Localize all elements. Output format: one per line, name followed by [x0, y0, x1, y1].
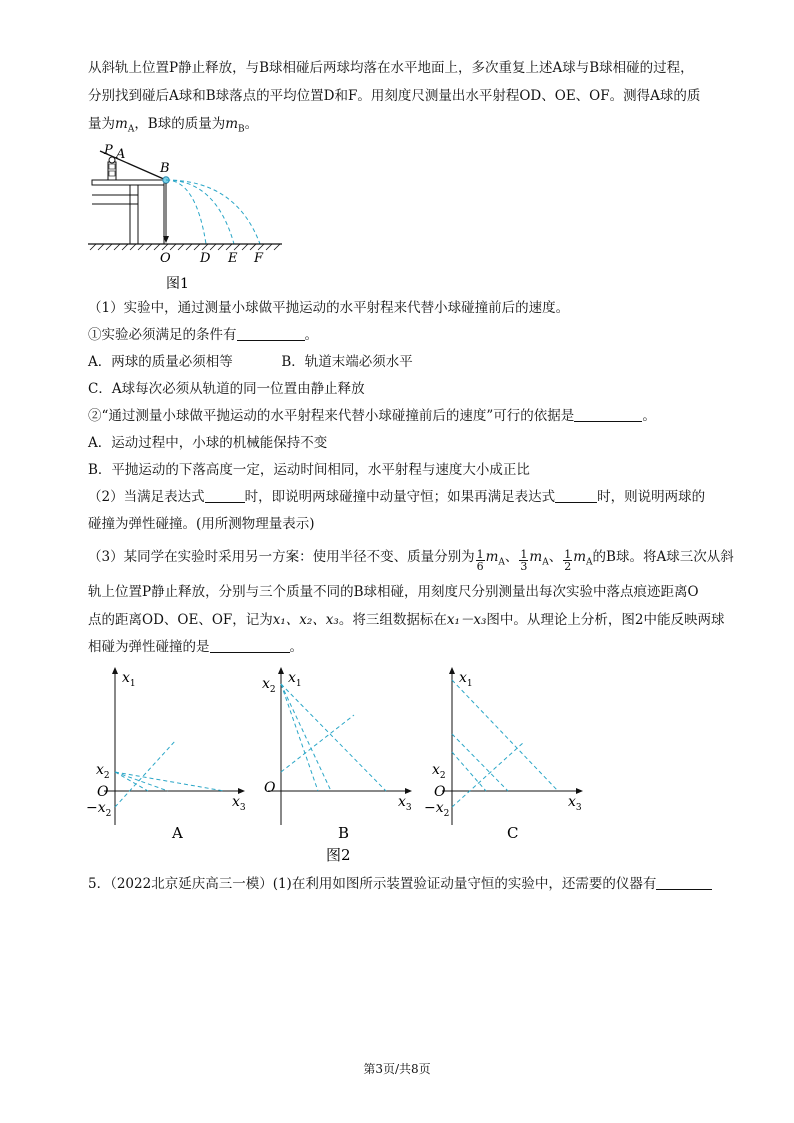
q5-blank[interactable]: [656, 875, 712, 890]
graph-b-line: [281, 715, 354, 772]
trajectory-f: [166, 180, 260, 244]
graph-c-line: [452, 680, 558, 791]
q1-sub2-option-a: A．运动过程中，小球的机械能保持不变: [88, 435, 328, 451]
q1-sub2-blank[interactable]: [574, 407, 642, 422]
intro-line-1: 从斜轨上位置P静止释放，与B球相碰后两球均落在水平地面上，多次重复上述A球与B球相碰的过程，: [88, 60, 694, 76]
tick-neg-x2-label: $-x_2$: [86, 800, 112, 819]
q1-option-c: C．A球每次必须从轨道的同一位置由静止释放: [88, 381, 365, 397]
q1-option-b: B．轨道末端必须水平: [281, 354, 413, 370]
axis-x3-label: $x_3$: [568, 794, 582, 813]
origin-label: O: [97, 784, 109, 800]
q3-line-2: 轨上位置P静止释放，分别与三个质量不同的B球相碰，用刻度尺分别测量出每次实验中落点痕迹距离O: [88, 584, 699, 600]
graph-b-line: [281, 684, 331, 791]
page-footer: 第3页/共8页: [363, 1062, 431, 1076]
q2-line-2: 碰撞为弹性碰撞。(用所测物理量表示): [88, 516, 315, 532]
label-p: P: [104, 143, 113, 158]
q2-blank-2[interactable]: [555, 488, 597, 503]
origin-label: O: [434, 784, 446, 800]
figure-2-graphs: [86, 660, 596, 865]
fraction-1-6: $\frac{1}{6}$: [476, 548, 484, 573]
fraction-1-2: $\frac{1}{2}$: [564, 548, 572, 573]
graph-c-line: [452, 734, 508, 791]
q5-stem: 5．（2022北京延庆高三一模）(1)在利用如图所示装置验证动量守恒的实验中，还需要的仪器有: [88, 874, 708, 894]
graph-a-line: [115, 772, 168, 791]
label-e: E: [228, 251, 238, 266]
q1-sub2: ②“通过测量小球做平抛运动的水平射程来代替小球碰撞前后的速度”可行的依据是 。: [88, 408, 656, 424]
q1-sub1: ①实验必须满足的条件有 。: [88, 327, 318, 343]
graph-a-line: [115, 772, 224, 791]
graph-panel-c: [424, 668, 582, 842]
q3-line-1: （3）某同学在实验时采用另一方案：使用半径不变、质量分别为 $\frac{1}{6}$ $m_A$、 $\frac{1}{3}$ $m_A$、 $\frac{1}{2}$ $m_A$的B球。将A球三次从斜: [88, 548, 734, 573]
intro-line-3: 量为$m_A$，B球的质量为$m_B$。: [88, 116, 259, 135]
axis-x1-label: $x_1$: [122, 670, 136, 689]
tick-x2-label: $x_2$: [262, 676, 276, 695]
panel-c-label: C: [507, 824, 519, 842]
q1-sub2-option-b: B．平抛运动的下落高度一定，运动时间相同，水平射程与速度大小成正比: [88, 462, 530, 478]
ground-hatching: [90, 244, 280, 250]
intro-line-2: 分别找到碰后A球和B球落点的平均位置D和F。用刻度尺测量出水平射程OD、OE、OF。测得A球的质: [88, 88, 701, 104]
q3-blank[interactable]: [210, 638, 290, 653]
panel-a-label: A: [172, 824, 183, 842]
axis-x1-label: $x_1$: [288, 670, 302, 689]
label-o: O: [160, 251, 171, 266]
figure-2-caption: 图2: [326, 846, 351, 864]
axis-x1-label: $x_1$: [459, 670, 473, 689]
figure-1-apparatus: [86, 140, 286, 290]
q2-blank-1[interactable]: [205, 488, 245, 503]
origin-label: O: [264, 780, 276, 796]
graph-panel-a: [86, 668, 246, 842]
table-top: [92, 180, 164, 185]
label-a: A: [116, 147, 126, 162]
axis-x3-label: $x_3$: [232, 794, 246, 813]
axis-x3-label: $x_3$: [398, 794, 412, 813]
tick-x2-label: $x_2$: [432, 762, 446, 781]
q1-sub1-blank[interactable]: [237, 326, 305, 341]
label-b: B: [160, 161, 170, 176]
label-f: F: [254, 251, 264, 266]
q3-line-3: 点的距离OD、OE、OF，记为x₁、x₂、x₃。将三组数据标在x₁－x₃图中。从理论上分析，图2中能反映两球: [88, 612, 725, 628]
trajectory-e: [166, 180, 234, 244]
tick-x2-label: $x_2$: [96, 762, 110, 781]
panel-b-label: B: [338, 824, 350, 842]
tick-neg-x2-label: $-x_2$: [424, 800, 450, 819]
graph-c-line: [452, 742, 524, 807]
label-d: D: [200, 251, 211, 266]
graph-c-line: [452, 752, 486, 791]
q1-options-ab: [88, 352, 708, 372]
q3-line-4: 相碰为弹性碰撞的是 。: [88, 639, 303, 655]
fraction-1-3: $\frac{1}{3}$: [520, 548, 528, 573]
figure-1-caption: 图1: [166, 276, 189, 292]
graph-panel-b: [262, 668, 412, 842]
graph-b-line: [281, 684, 318, 791]
q1-stem: （1）实验中，通过测量小球做平抛运动的水平射程来代替小球碰撞前后的速度。: [88, 300, 570, 316]
graph-b-line: [281, 684, 386, 791]
q1-option-a: A．两球的质量必须相等: [88, 354, 233, 370]
q2-line-1: （2）当满足表达式 时，即说明两球碰撞中动量守恒；如果再满足表达式 时，则说明两球的: [88, 489, 706, 505]
